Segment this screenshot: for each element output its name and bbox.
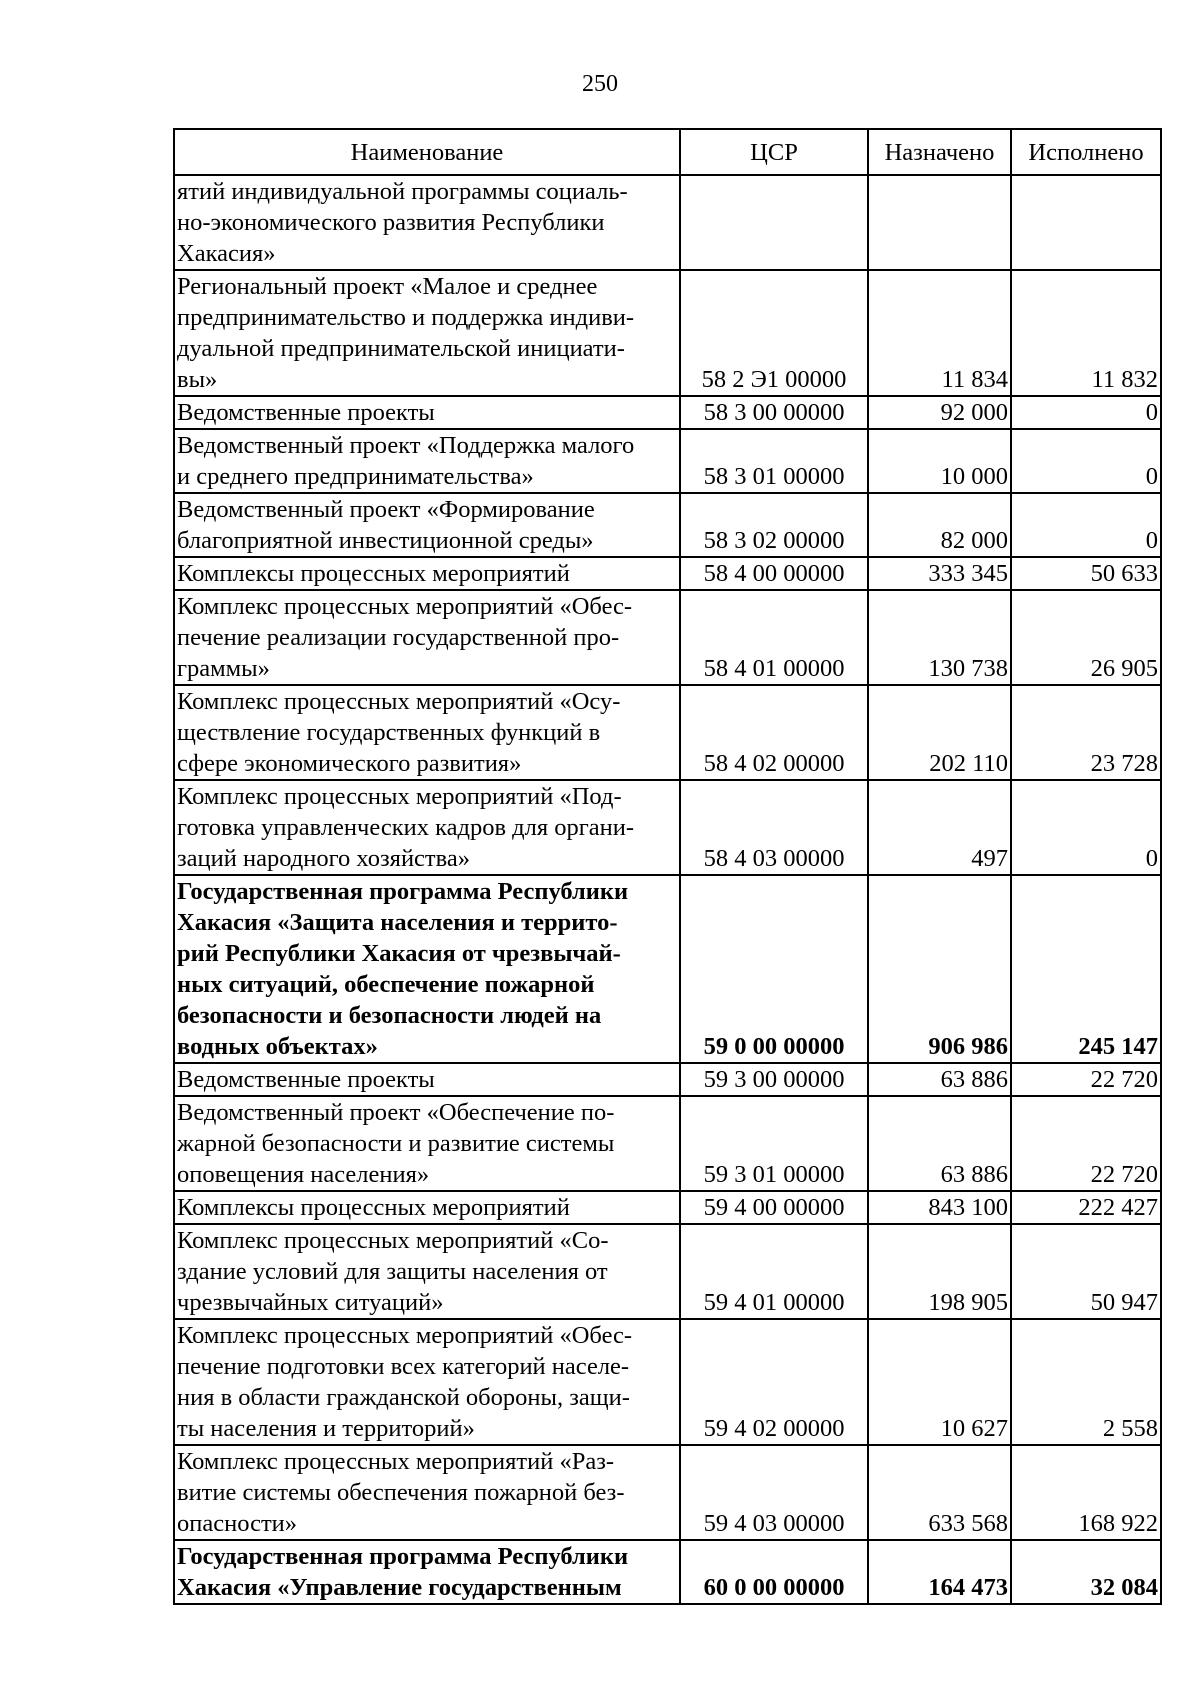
row-name-line: ятий индивидуальной программы социаль-: [177, 178, 628, 205]
row-name-line: Комплекс процессных мероприятий «Со-: [177, 1227, 609, 1254]
row-name-line: рий Республики Хакасия от чрезвычай-: [177, 940, 621, 967]
table-row: [174, 396, 1161, 429]
row-name-cell: [174, 1096, 680, 1191]
row-name-line: Ведомственные проекты: [177, 399, 435, 426]
row-name-cell: [174, 270, 680, 396]
row-name-cell: [174, 557, 680, 590]
table-row: [174, 493, 1161, 557]
row-name-line: предпринимательство и поддержка индиви-: [177, 304, 635, 331]
row-name-line: Комплекс процессных мероприятий «Под-: [177, 783, 622, 810]
row-name-cell: [174, 1445, 680, 1540]
table-row: [174, 875, 1161, 1063]
row-name-line: печение подготовки всех категорий населе-: [177, 1353, 630, 1380]
row-name-line: Комплексы процессных мероприятий: [177, 1194, 570, 1221]
row-name-line: Комплекс процессных мероприятий «Осу-: [177, 688, 621, 715]
row-csr-cell: 58 3 01 00000: [680, 429, 868, 493]
row-name-cell: [174, 1191, 680, 1224]
row-name-line: Ведомственный проект «Обеспечение по-: [177, 1099, 615, 1126]
table-row: [174, 590, 1161, 685]
row-name-cell: [174, 685, 680, 780]
row-csr-cell: 58 4 01 00000: [680, 590, 868, 685]
row-planned-cell: 333 345: [868, 557, 1011, 590]
row-planned-cell: 63 886: [868, 1096, 1011, 1191]
row-name-line: Региональный проект «Малое и среднее: [177, 273, 598, 300]
row-csr-cell: 59 3 00 00000: [680, 1063, 868, 1096]
table-row: [174, 1540, 1161, 1604]
row-executed-cell: 23 728: [1011, 685, 1161, 780]
table-row: [174, 1063, 1161, 1096]
row-csr-cell: 59 4 00 00000: [680, 1191, 868, 1224]
row-name-cell: [174, 396, 680, 429]
row-name-line: Государственная программа Республики: [177, 1543, 629, 1570]
table-header-row: [174, 129, 1161, 175]
row-planned-cell: 906 986: [868, 875, 1011, 1063]
row-name-line: ществление государственных функций в: [177, 719, 601, 746]
row-executed-cell: 26 905: [1011, 590, 1161, 685]
row-csr-cell: 59 4 02 00000: [680, 1319, 868, 1445]
row-csr-cell: 58 4 00 00000: [680, 557, 868, 590]
row-name-line: вы»: [177, 366, 218, 393]
row-name-cell: [174, 1319, 680, 1445]
row-planned-cell: 198 905: [868, 1224, 1011, 1319]
row-name-line: здание условий для защиты населения от: [177, 1258, 608, 1285]
row-planned-cell: 633 568: [868, 1445, 1011, 1540]
row-name-cell: [174, 780, 680, 875]
row-name-line: водных объектах»: [177, 1033, 378, 1060]
row-name-line: Ведомственный проект «Формирование: [177, 496, 595, 523]
header-name: Наименование: [174, 129, 680, 175]
row-planned-cell: 82 000: [868, 493, 1011, 557]
row-executed-cell: 0: [1011, 780, 1161, 875]
row-name-cell: [174, 493, 680, 557]
row-executed-cell: 22 720: [1011, 1063, 1161, 1096]
row-executed-cell: 0: [1011, 493, 1161, 557]
row-csr-cell: [680, 175, 868, 270]
row-name-line: Государственная программа Республики: [177, 878, 629, 905]
row-planned-cell: 10 627: [868, 1319, 1011, 1445]
row-name-line: Комплексы процессных мероприятий: [177, 560, 570, 587]
row-planned-cell: 843 100: [868, 1191, 1011, 1224]
row-executed-cell: 2 558: [1011, 1319, 1161, 1445]
row-csr-cell: 60 0 00 00000: [680, 1540, 868, 1604]
row-name-line: оповещения населения»: [177, 1161, 430, 1188]
row-name-line: Комплекс процессных мероприятий «Обес-: [177, 593, 633, 620]
row-name-line: сфере экономического развития»: [177, 750, 522, 777]
row-planned-cell: [868, 175, 1011, 270]
row-planned-cell: 164 473: [868, 1540, 1011, 1604]
row-executed-cell: 0: [1011, 429, 1161, 493]
row-name-cell: [174, 175, 680, 270]
row-name-cell: [174, 875, 680, 1063]
row-csr-cell: 58 2 Э1 00000: [680, 270, 868, 396]
budget-execution-table: [173, 128, 1162, 1605]
row-name-cell: [174, 1224, 680, 1319]
row-csr-cell: 59 4 01 00000: [680, 1224, 868, 1319]
table-row: [174, 270, 1161, 396]
row-executed-cell: 11 832: [1011, 270, 1161, 396]
row-name-cell: [174, 429, 680, 493]
table-row: [174, 1445, 1161, 1540]
row-name-line: Ведомственные проекты: [177, 1066, 435, 1093]
row-name-line: безопасности и безопасности людей на: [177, 1002, 602, 1029]
row-name-cell: [174, 1540, 680, 1604]
row-name-line: ных ситуаций, обеспечение пожарной: [177, 971, 595, 998]
table-row: [174, 429, 1161, 493]
row-planned-cell: 130 738: [868, 590, 1011, 685]
row-planned-cell: 63 886: [868, 1063, 1011, 1096]
row-csr-cell: 58 4 03 00000: [680, 780, 868, 875]
row-executed-cell: 22 720: [1011, 1096, 1161, 1191]
table-body: [174, 175, 1161, 1604]
row-executed-cell: 50 633: [1011, 557, 1161, 590]
row-name-line: чрезвычайных ситуаций»: [177, 1289, 444, 1316]
row-name-line: Хакасия «Защита населения и террито-: [177, 909, 618, 936]
row-csr-cell: 58 3 02 00000: [680, 493, 868, 557]
row-name-line: Комплекс процессных мероприятий «Раз-: [177, 1448, 615, 1475]
row-name-line: ния в области гражданской обороны, защи-: [177, 1384, 630, 1411]
row-csr-cell: 59 0 00 00000: [680, 875, 868, 1063]
row-executed-cell: 168 922: [1011, 1445, 1161, 1540]
table-row: [174, 685, 1161, 780]
row-name-line: дуальной предпринимательской инициати-: [177, 335, 625, 362]
row-name-line: печение реализации государственной про-: [177, 624, 620, 651]
row-name-line: Ведомственный проект «Поддержка малого: [177, 432, 635, 459]
page-number: 250: [582, 71, 618, 97]
row-name-line: витие системы обеспечения пожарной без-: [177, 1479, 625, 1506]
row-name-line: жарной безопасности и развитие системы: [177, 1130, 615, 1157]
table-row: [174, 1224, 1161, 1319]
row-name-line: опасности»: [177, 1510, 298, 1537]
row-executed-cell: 222 427: [1011, 1191, 1161, 1224]
row-csr-cell: 58 3 00 00000: [680, 396, 868, 429]
row-name-line: готовка управленческих кадров для органи-: [177, 814, 635, 841]
row-planned-cell: 497: [868, 780, 1011, 875]
table-row: [174, 1319, 1161, 1445]
row-executed-cell: 245 147: [1011, 875, 1161, 1063]
header-csr: ЦСР: [680, 129, 868, 175]
row-planned-cell: 10 000: [868, 429, 1011, 493]
row-name-line: заций народного хозяйства»: [177, 845, 471, 872]
row-name-cell: [174, 590, 680, 685]
row-executed-cell: 50 947: [1011, 1224, 1161, 1319]
row-name-cell: [174, 1063, 680, 1096]
row-name-line: и среднего предпринимательства»: [177, 463, 534, 490]
row-planned-cell: 11 834: [868, 270, 1011, 396]
row-executed-cell: 0: [1011, 396, 1161, 429]
header-executed: Исполнено: [1011, 129, 1161, 175]
row-csr-cell: 59 3 01 00000: [680, 1096, 868, 1191]
row-name-line: граммы»: [177, 655, 270, 682]
row-executed-cell: 32 084: [1011, 1540, 1161, 1604]
table-row: [174, 1191, 1161, 1224]
row-executed-cell: [1011, 175, 1161, 270]
row-csr-cell: 59 4 03 00000: [680, 1445, 868, 1540]
row-name-line: ты населения и территорий»: [177, 1415, 475, 1442]
table-row: [174, 175, 1161, 270]
row-csr-cell: 58 4 02 00000: [680, 685, 868, 780]
row-name-line: Комплекс процессных мероприятий «Обес-: [177, 1322, 633, 1349]
header-planned: Назначено: [868, 129, 1011, 175]
table-row: [174, 780, 1161, 875]
row-planned-cell: 202 110: [868, 685, 1011, 780]
row-name-line: Хакасия»: [177, 240, 276, 267]
row-name-line: Хакасия «Управление государственным: [177, 1574, 622, 1601]
row-name-line: но-экономического развития Республики: [177, 209, 605, 236]
row-planned-cell: 92 000: [868, 396, 1011, 429]
row-name-line: благоприятной инвестиционной среды»: [177, 527, 594, 554]
table-row: [174, 1096, 1161, 1191]
table-row: [174, 557, 1161, 590]
